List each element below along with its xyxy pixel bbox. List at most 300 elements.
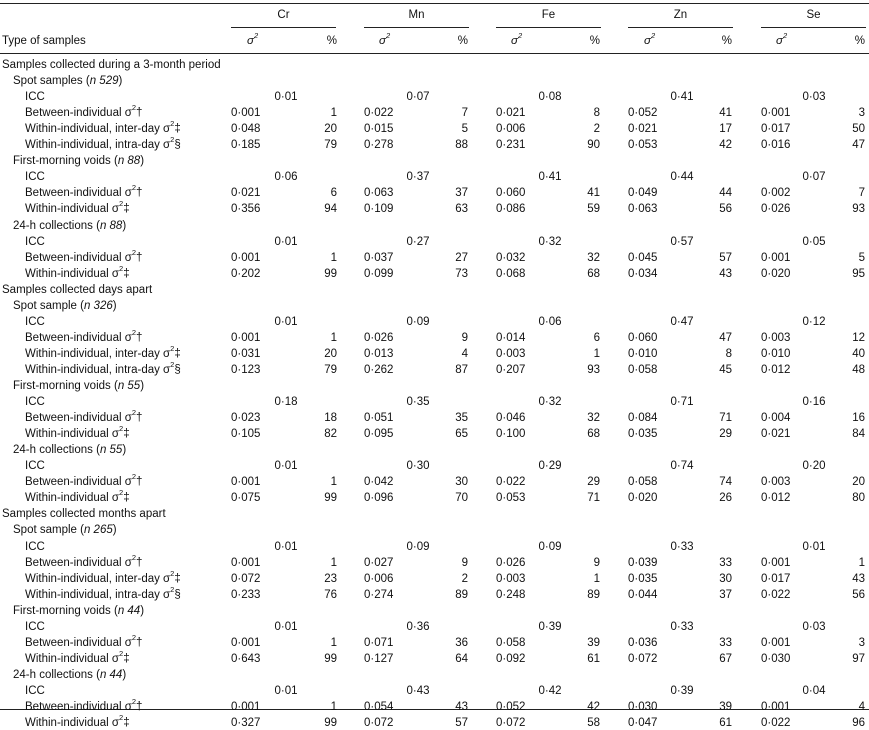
variance-value-zn: 0·035 — [628, 573, 658, 585]
percent-value-se: 40 — [852, 348, 865, 360]
percent-value-zn: 56 — [719, 203, 732, 215]
sample-group-heading — [13, 379, 144, 393]
footnote-marker: § — [174, 364, 181, 376]
icc-value-cr: 0·01 — [274, 621, 298, 633]
sample-size: n 44 — [117, 605, 141, 617]
percent-value-fe: 1 — [593, 348, 600, 360]
variance-label-text: Within-individual, inter-day σ — [25, 123, 171, 135]
percent-value-cr: 1 — [330, 252, 337, 264]
percent-value-zn: 44 — [719, 187, 732, 199]
variance-superscript: 2 — [119, 424, 124, 434]
variance-value-cr: 0·023 — [231, 412, 261, 424]
variance-superscript: 2 — [131, 472, 136, 482]
variance-value-se: 0·003 — [761, 476, 791, 488]
variance-value-zn: 0·060 — [628, 332, 658, 344]
section-heading: Samples collected during a 3-month period — [2, 59, 221, 71]
percent-value-se: 3 — [858, 107, 865, 119]
variance-superscript: 2 — [131, 697, 136, 707]
group-label: 24-h collections ( — [13, 444, 100, 456]
icc-value-mn: 0·43 — [406, 685, 430, 697]
percent-value-cr: 79 — [324, 364, 337, 376]
icc-value-zn: 0·41 — [670, 91, 694, 103]
header-bottom-rule — [0, 53, 869, 54]
icc-value-mn: 0·37 — [406, 171, 430, 183]
variance-value-se: 0·001 — [761, 701, 791, 713]
icc-value-se: 0·01 — [802, 541, 826, 553]
variance-value-cr: 0·202 — [231, 268, 261, 280]
icc-value-mn: 0·27 — [406, 236, 430, 248]
variance-label-text: Within-individual, intra-day σ — [25, 139, 171, 151]
percent-value-mn: 30 — [455, 476, 468, 488]
row-header-label: Type of samples — [2, 35, 86, 47]
footnote-marker: ‡ — [174, 123, 181, 135]
variance-value-cr: 0·001 — [231, 252, 261, 264]
sample-size: n 529 — [89, 75, 119, 87]
variance-superscript: 2 — [131, 328, 136, 338]
variance-value-mn: 0·042 — [364, 476, 394, 488]
se-header-rule — [761, 27, 866, 28]
variance-value-se: 0·001 — [761, 637, 791, 649]
percent-value-fe: 59 — [587, 203, 600, 215]
variance-value-fe: 0·207 — [496, 364, 526, 376]
group-close: ) — [140, 155, 145, 167]
percent-value-fe: 2 — [593, 123, 600, 135]
variance-superscript: 2 — [119, 713, 124, 723]
footnote-marker: ‡ — [174, 573, 181, 585]
variance-value-se: 0·003 — [761, 332, 791, 344]
percent-value-mn: 64 — [455, 653, 468, 665]
mn-header-rule — [364, 27, 469, 28]
percent-value-se: 84 — [852, 428, 865, 440]
variance-label — [25, 183, 143, 200]
group-label: First-morning voids ( — [13, 380, 118, 392]
variance-value-zn: 0·039 — [628, 557, 658, 569]
percent-value-fe: 93 — [587, 364, 600, 376]
percent-value-zn: 67 — [719, 653, 732, 665]
percent-value-cr: 6 — [330, 187, 337, 199]
footnote-marker: † — [136, 107, 143, 119]
variance-superscript: 2 — [170, 344, 175, 354]
percent-value-se: 16 — [852, 412, 865, 424]
percent-value-mn: 9 — [461, 332, 468, 344]
percent-value-fe: 32 — [587, 252, 600, 264]
percent-value-fe: 90 — [587, 139, 600, 151]
variance-superscript: 2 — [119, 199, 124, 209]
variance-value-fe: 0·100 — [496, 428, 526, 440]
variance-value-fe: 0·003 — [496, 573, 526, 585]
icc-value-se: 0·05 — [802, 236, 826, 248]
variance-label-text: Within-individual σ — [25, 268, 120, 280]
variance-value-fe: 0·068 — [496, 268, 526, 280]
variance-superscript: 2 — [170, 585, 175, 595]
percent-value-fe: 89 — [587, 589, 600, 601]
variance-value-se: 0·012 — [761, 364, 791, 376]
percent-value-mn: 89 — [455, 589, 468, 601]
percent-value-fe: 61 — [587, 653, 600, 665]
footnote-marker: § — [174, 589, 181, 601]
column-header-mn: Mn — [408, 9, 425, 21]
variance-value-fe: 0·052 — [496, 701, 526, 713]
percent-value-se: 7 — [858, 187, 865, 199]
column-header-se: Se — [806, 9, 821, 21]
group-close: ) — [122, 444, 127, 456]
percent-value-fe: 68 — [587, 268, 600, 280]
icc-value-se: 0·07 — [802, 171, 826, 183]
variance-label — [25, 135, 181, 152]
icc-value-se: 0·20 — [802, 460, 826, 472]
variance-value-cr: 0·001 — [231, 701, 261, 713]
percent-value-cr: 20 — [324, 348, 337, 360]
percent-value-zn: 8 — [725, 348, 732, 360]
group-close: ) — [122, 669, 127, 681]
variance-value-cr: 0·021 — [231, 187, 261, 199]
sigma-squared-header-fe — [511, 31, 523, 48]
variance-value-mn: 0·063 — [364, 187, 394, 199]
icc-value-cr: 0·01 — [274, 685, 298, 697]
variance-label-text: Within-individual σ — [25, 653, 120, 665]
percent-value-cr: 99 — [324, 268, 337, 280]
column-header-fe: Fe — [541, 9, 556, 21]
variance-value-zn: 0·047 — [628, 717, 658, 729]
variance-value-se: 0·022 — [761, 717, 791, 729]
group-close: ) — [112, 524, 117, 536]
variance-value-zn: 0·063 — [628, 203, 658, 215]
variance-value-mn: 0·072 — [364, 717, 394, 729]
cr-header-rule — [231, 27, 336, 28]
icc-value-mn: 0·09 — [406, 316, 430, 328]
variance-value-se: 0·012 — [761, 492, 791, 504]
variance-label-text: Between-individual σ — [25, 187, 132, 199]
footnote-marker: † — [136, 332, 143, 344]
percent-value-fe: 58 — [587, 717, 600, 729]
variance-label — [25, 199, 130, 216]
percent-value-mn: 35 — [455, 412, 468, 424]
variance-value-mn: 0·095 — [364, 428, 394, 440]
percent-value-zn: 71 — [719, 412, 732, 424]
column-header-cr: Cr — [277, 9, 290, 21]
variance-value-fe: 0·060 — [496, 187, 526, 199]
sample-group-heading — [13, 74, 122, 88]
variance-value-fe: 0·072 — [496, 717, 526, 729]
variance-value-fe: 0·092 — [496, 653, 526, 665]
variance-value-mn: 0·013 — [364, 348, 394, 360]
percent-value-zn: 29 — [719, 428, 732, 440]
percent-value-mn: 4 — [461, 348, 468, 360]
variance-value-se: 0·001 — [761, 107, 791, 119]
variance-value-cr: 0·327 — [231, 717, 261, 729]
variance-superscript: 2 — [131, 633, 136, 643]
variance-superscript: 2 — [119, 649, 124, 659]
variance-value-mn: 0·051 — [364, 412, 394, 424]
variance-value-se: 0·017 — [761, 123, 791, 135]
sample-group-heading — [13, 668, 126, 682]
group-close: ) — [112, 300, 117, 312]
variance-value-mn: 0·099 — [364, 268, 394, 280]
sigma-squared-header-cr — [247, 31, 259, 48]
variance-value-cr: 0·031 — [231, 348, 261, 360]
icc-value-fe: 0·42 — [538, 685, 562, 697]
footnote-marker: † — [136, 557, 143, 569]
icc-value-cr: 0·06 — [274, 171, 298, 183]
percent-value-fe: 1 — [593, 573, 600, 585]
sample-size: n 55 — [117, 380, 141, 392]
percent-value-fe: 41 — [587, 187, 600, 199]
percent-value-fe: 39 — [587, 637, 600, 649]
percent-value-mn: 43 — [455, 701, 468, 713]
variance-value-se: 0·030 — [761, 653, 791, 665]
percent-value-cr: 1 — [330, 701, 337, 713]
variance-value-zn: 0·020 — [628, 492, 658, 504]
variance-value-se: 0·001 — [761, 252, 791, 264]
icc-value-cr: 0·01 — [274, 91, 298, 103]
variance-value-cr: 0·185 — [231, 139, 261, 151]
variance-label-text: Within-individual, intra-day σ — [25, 364, 171, 376]
sample-group-heading — [13, 443, 126, 457]
percent-value-fe: 29 — [587, 476, 600, 488]
icc-value-se: 0·12 — [802, 316, 826, 328]
percent-value-se: 96 — [852, 717, 865, 729]
percent-value-mn: 87 — [455, 364, 468, 376]
percent-value-fe: 6 — [593, 332, 600, 344]
group-label: Spot sample ( — [13, 300, 84, 312]
sigma-squared-header-zn — [644, 31, 656, 48]
percent-value-mn: 57 — [455, 717, 468, 729]
percent-value-zn: 42 — [719, 139, 732, 151]
variance-label — [25, 472, 143, 489]
variance-label — [25, 649, 130, 666]
footnote-marker: § — [174, 139, 181, 151]
sample-group-heading — [13, 154, 144, 168]
percent-value-cr: 23 — [324, 573, 337, 585]
percent-value-cr: 99 — [324, 717, 337, 729]
icc-value-zn: 0·39 — [670, 685, 694, 697]
percent-value-zn: 45 — [719, 364, 732, 376]
sigma-superscript: 2 — [782, 31, 788, 41]
sigma-squared-header-mn — [379, 31, 391, 48]
sigma-superscript: 2 — [385, 31, 391, 41]
variance-value-se: 0·001 — [761, 557, 791, 569]
percent-value-zn: 33 — [719, 637, 732, 649]
variance-value-zn: 0·010 — [628, 348, 658, 360]
icc-label: ICC — [25, 541, 45, 553]
percent-value-se: 5 — [858, 252, 865, 264]
sample-group-heading — [13, 523, 117, 537]
icc-value-cr: 0·01 — [274, 236, 298, 248]
group-close: ) — [140, 380, 145, 392]
variance-label-text: Within-individual σ — [25, 428, 120, 440]
variance-label-text: Between-individual σ — [25, 637, 132, 649]
variance-label — [25, 633, 143, 650]
variance-value-zn: 0·030 — [628, 701, 658, 713]
variance-value-fe: 0·003 — [496, 348, 526, 360]
percent-value-fe: 68 — [587, 428, 600, 440]
variance-value-se: 0·021 — [761, 428, 791, 440]
percent-value-mn: 5 — [461, 123, 468, 135]
variance-value-cr: 0·356 — [231, 203, 261, 215]
variance-label-text: Between-individual σ — [25, 476, 132, 488]
percent-header-se: % — [854, 35, 865, 47]
variance-label-text: Between-individual σ — [25, 412, 132, 424]
section-heading: Samples collected months apart — [2, 508, 166, 520]
variance-value-cr: 0·072 — [231, 573, 261, 585]
percent-value-mn: 9 — [461, 557, 468, 569]
variance-label — [25, 713, 130, 730]
variance-value-mn: 0·006 — [364, 573, 394, 585]
percent-value-cr: 99 — [324, 653, 337, 665]
percent-value-cr: 82 — [324, 428, 337, 440]
variance-value-se: 0·004 — [761, 412, 791, 424]
footnote-marker: † — [136, 637, 143, 649]
sample-group-heading — [13, 219, 126, 233]
variance-value-fe: 0·086 — [496, 203, 526, 215]
column-header-zn: Zn — [673, 9, 688, 21]
percent-value-zn: 30 — [719, 573, 732, 585]
variance-value-fe: 0·058 — [496, 637, 526, 649]
footnote-marker: ‡ — [123, 268, 130, 280]
variance-value-fe: 0·014 — [496, 332, 526, 344]
variance-label-text: Within-individual, intra-day σ — [25, 589, 171, 601]
percent-value-zn: 43 — [719, 268, 732, 280]
variance-value-fe: 0·231 — [496, 139, 526, 151]
variance-value-cr: 0·001 — [231, 332, 261, 344]
variance-value-se: 0·022 — [761, 589, 791, 601]
percent-value-zn: 33 — [719, 557, 732, 569]
variance-value-fe: 0·022 — [496, 476, 526, 488]
icc-value-zn: 0·74 — [670, 460, 694, 472]
footnote-marker: † — [136, 701, 143, 713]
percent-value-fe: 32 — [587, 412, 600, 424]
percent-value-fe: 71 — [587, 492, 600, 504]
percent-value-se: 4 — [858, 701, 865, 713]
icc-value-fe: 0·09 — [538, 541, 562, 553]
percent-value-se: 56 — [852, 589, 865, 601]
variance-label-text: Between-individual σ — [25, 701, 132, 713]
variance-value-fe: 0·006 — [496, 123, 526, 135]
icc-label: ICC — [25, 171, 45, 183]
variance-value-cr: 0·105 — [231, 428, 261, 440]
sigma-symbol: σ — [379, 35, 386, 47]
footnote-marker: ‡ — [123, 717, 130, 729]
variance-value-cr: 0·001 — [231, 637, 261, 649]
variance-value-zn: 0·021 — [628, 123, 658, 135]
group-label: Spot samples ( — [13, 75, 90, 87]
icc-label: ICC — [25, 396, 45, 408]
footnote-marker: ‡ — [174, 348, 181, 360]
icc-value-zn: 0·47 — [670, 316, 694, 328]
percent-value-fe: 42 — [587, 701, 600, 713]
sigma-symbol: σ — [644, 35, 651, 47]
group-close: ) — [118, 75, 123, 87]
footnote-marker: † — [136, 412, 143, 424]
icc-value-zn: 0·33 — [670, 541, 694, 553]
variance-value-zn: 0·072 — [628, 653, 658, 665]
percent-header-mn: % — [457, 35, 468, 47]
icc-value-cr: 0·01 — [274, 316, 298, 328]
percent-value-fe: 9 — [593, 557, 600, 569]
percent-value-zn: 41 — [719, 107, 732, 119]
variance-value-mn: 0·015 — [364, 123, 394, 135]
percent-value-se: 80 — [852, 492, 865, 504]
percent-value-cr: 18 — [324, 412, 337, 424]
footnote-marker: ‡ — [123, 203, 130, 215]
icc-value-fe: 0·41 — [538, 171, 562, 183]
variance-value-fe: 0·026 — [496, 557, 526, 569]
percent-value-mn: 2 — [461, 573, 468, 585]
variance-label — [25, 569, 181, 586]
variance-value-mn: 0·037 — [364, 252, 394, 264]
variance-value-mn: 0·278 — [364, 139, 394, 151]
group-label: 24-h collections ( — [13, 669, 100, 681]
percent-value-mn: 27 — [455, 252, 468, 264]
variance-value-zn: 0·058 — [628, 364, 658, 376]
percent-value-se: 20 — [852, 476, 865, 488]
variance-value-cr: 0·643 — [231, 653, 261, 665]
sample-size: n 88 — [117, 155, 141, 167]
group-close: ) — [122, 220, 127, 232]
percent-value-fe: 8 — [593, 107, 600, 119]
icc-label: ICC — [25, 91, 45, 103]
variance-label-text: Between-individual σ — [25, 252, 132, 264]
percent-value-cr: 1 — [330, 107, 337, 119]
variance-value-mn: 0·027 — [364, 557, 394, 569]
variance-label — [25, 408, 143, 425]
variance-value-cr: 0·048 — [231, 123, 261, 135]
variance-value-mn: 0·071 — [364, 637, 394, 649]
percent-value-se: 97 — [852, 653, 865, 665]
icc-value-mn: 0·35 — [406, 396, 430, 408]
percent-value-se: 43 — [852, 573, 865, 585]
variance-value-zn: 0·044 — [628, 589, 658, 601]
variance-superscript: 2 — [170, 135, 175, 145]
variance-superscript: 2 — [170, 119, 175, 129]
percent-value-mn: 70 — [455, 492, 468, 504]
variance-label — [25, 553, 143, 570]
icc-value-mn: 0·07 — [406, 91, 430, 103]
variance-superscript: 2 — [119, 488, 124, 498]
variance-value-zn: 0·034 — [628, 268, 658, 280]
variance-value-mn: 0·026 — [364, 332, 394, 344]
variance-value-cr: 0·075 — [231, 492, 261, 504]
variance-label-text: Between-individual σ — [25, 332, 132, 344]
percent-header-cr: % — [326, 35, 337, 47]
variance-label — [25, 360, 181, 377]
icc-value-mn: 0·09 — [406, 541, 430, 553]
icc-value-fe: 0·32 — [538, 396, 562, 408]
percent-value-mn: 63 — [455, 203, 468, 215]
percent-value-mn: 37 — [455, 187, 468, 199]
variance-label — [25, 328, 143, 345]
group-label: Spot sample ( — [13, 524, 84, 536]
section-heading: Samples collected days apart — [2, 284, 153, 296]
variance-value-zn: 0·084 — [628, 412, 658, 424]
percent-value-mn: 36 — [455, 637, 468, 649]
variance-value-cr: 0·233 — [231, 589, 261, 601]
icc-value-zn: 0·71 — [670, 396, 694, 408]
percent-value-cr: 1 — [330, 332, 337, 344]
group-label: 24-h collections ( — [13, 220, 100, 232]
footnote-marker: ‡ — [123, 653, 130, 665]
sigma-symbol: σ — [511, 35, 518, 47]
variance-value-mn: 0·274 — [364, 589, 394, 601]
icc-value-fe: 0·32 — [538, 236, 562, 248]
percent-value-cr: 20 — [324, 123, 337, 135]
footnote-marker: † — [136, 252, 143, 264]
variance-label — [25, 103, 143, 120]
icc-value-fe: 0·39 — [538, 621, 562, 633]
percent-value-cr: 76 — [324, 589, 337, 601]
percent-value-zn: 47 — [719, 332, 732, 344]
icc-value-mn: 0·36 — [406, 621, 430, 633]
